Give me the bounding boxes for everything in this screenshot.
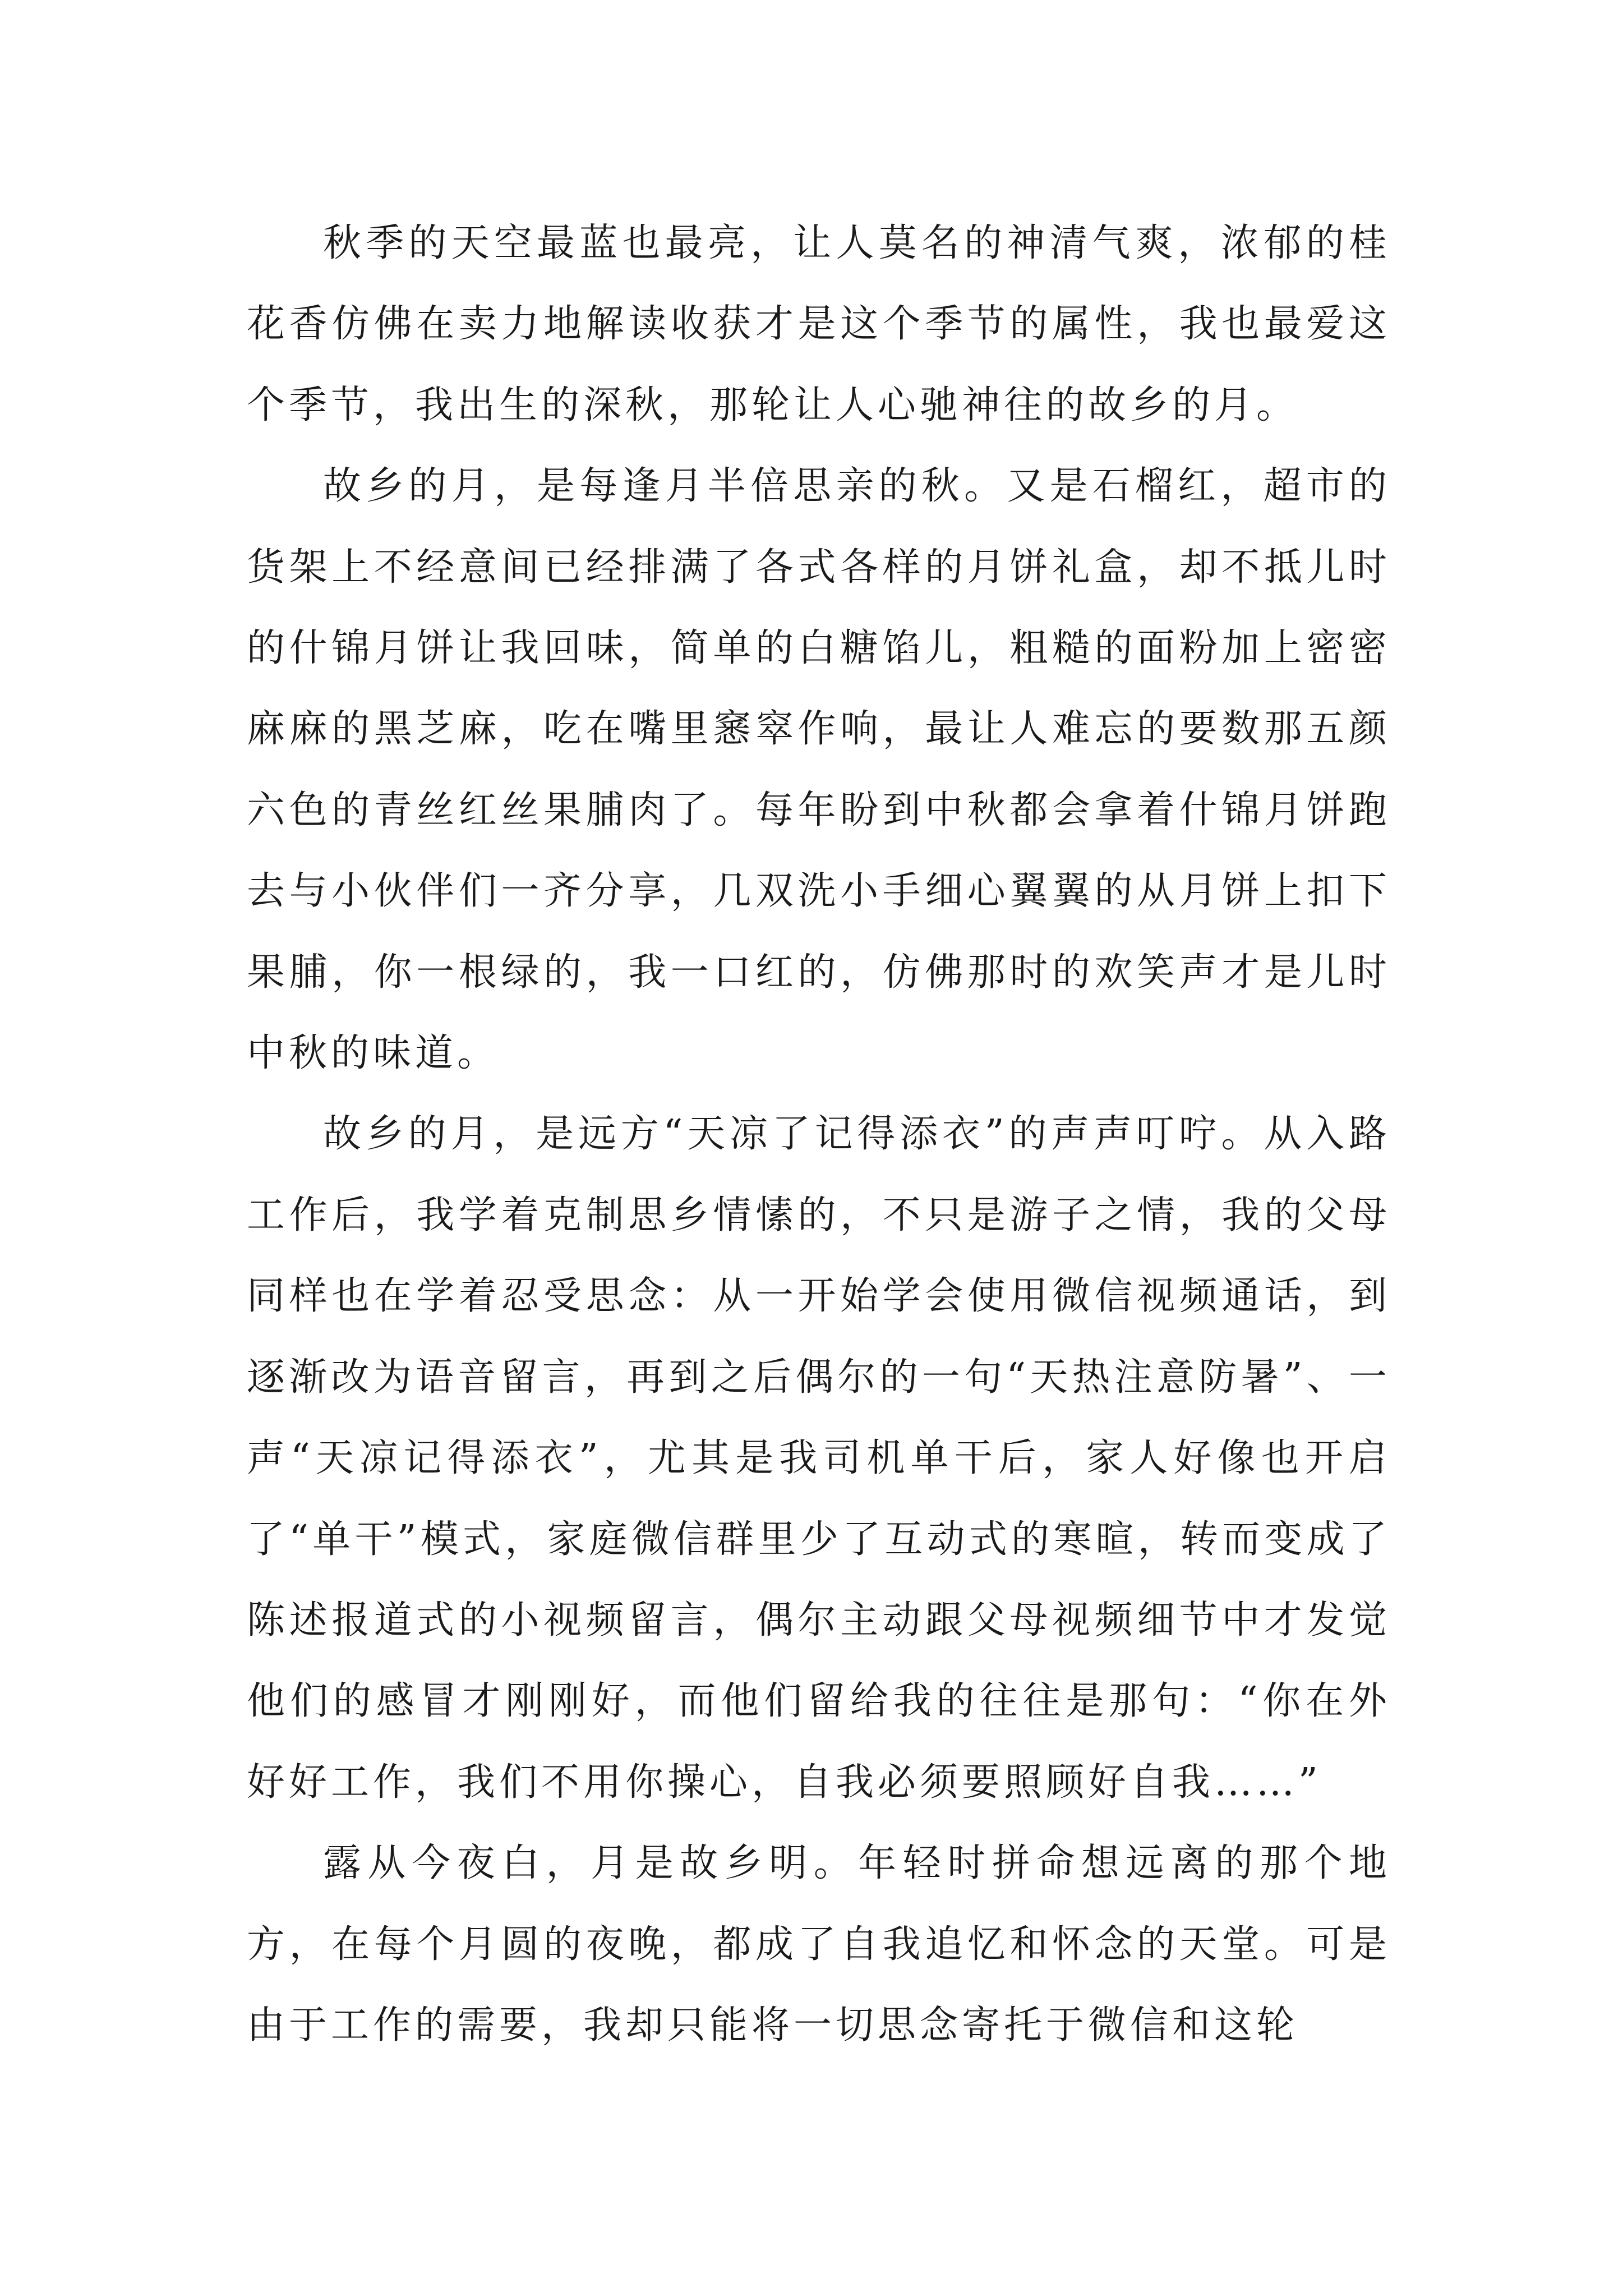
paragraph-parents-reminder: 故乡的月，是远方“天凉了记得添衣”的声声叮咛。从入路工作后，我学着克制思乡情愫的，不只是游子之情，我的父母同样也在学着忍受思念：从一开始学会使用微信视频通话，到逐渐改为语音留言，再到之后偶尔的一句“天热注意防暑”、一声“天凉记得添衣”，尤其是我司机单干后，家人好像也开启了“单干”模式，家庭微信群里少了互动式的寒暄，转而变成了陈述报道式的小视频留言，偶尔主动跟父母视频细节中才发觉他们的感冒才刚刚好，而他们留给我的往往是那句：“你在外好好工作，我们不用你操心，自我必须要照顾好自我……” bbox=[247, 1112, 1391, 1805]
paragraph-hometown-moon: 露从今夜白，月是故乡明。年轻时拼命想远离的那个地方，在每个月圆的夜晚，都成了自我追忆和怀念的天堂。可是由于工作的需要，我却只能将一切思念寄托于微信和这轮 bbox=[247, 1841, 1391, 2047]
paragraph-autumn-intro: 秋季的天空最蓝也最亮，让人莫名的神清气爽，浓郁的桂花香仿佛在卖力地解读收获才是这个季节的属性，我也最爱这个季节，我出生的深秋，那轮让人心驰神往的故乡的月。 bbox=[247, 221, 1391, 427]
paragraph-mooncake-memory: 故乡的月，是每逢月半倍思亲的秋。又是石榴红，超市的货架上不经意间已经排满了各式各样的月饼礼盒，却不抵儿时的什锦月饼让我回味，简单的白糖馅儿，粗糙的面粉加上密密麻麻的黑芝麻，吃在嘴里窸窣作响，最让人难忘的要数那五颜六色的青丝红丝果脯肉了。每年盼到中秋都会拿着什锦月饼跑去与小伙伴们一齐分享，几双洗小手细心翼翼的从月饼上扣下果脯，你一根绿的，我一口红的，仿佛那时的欢笑声才是儿时中秋的味道。 bbox=[247, 464, 1391, 1076]
document-body bbox=[247, 203, 1391, 2066]
